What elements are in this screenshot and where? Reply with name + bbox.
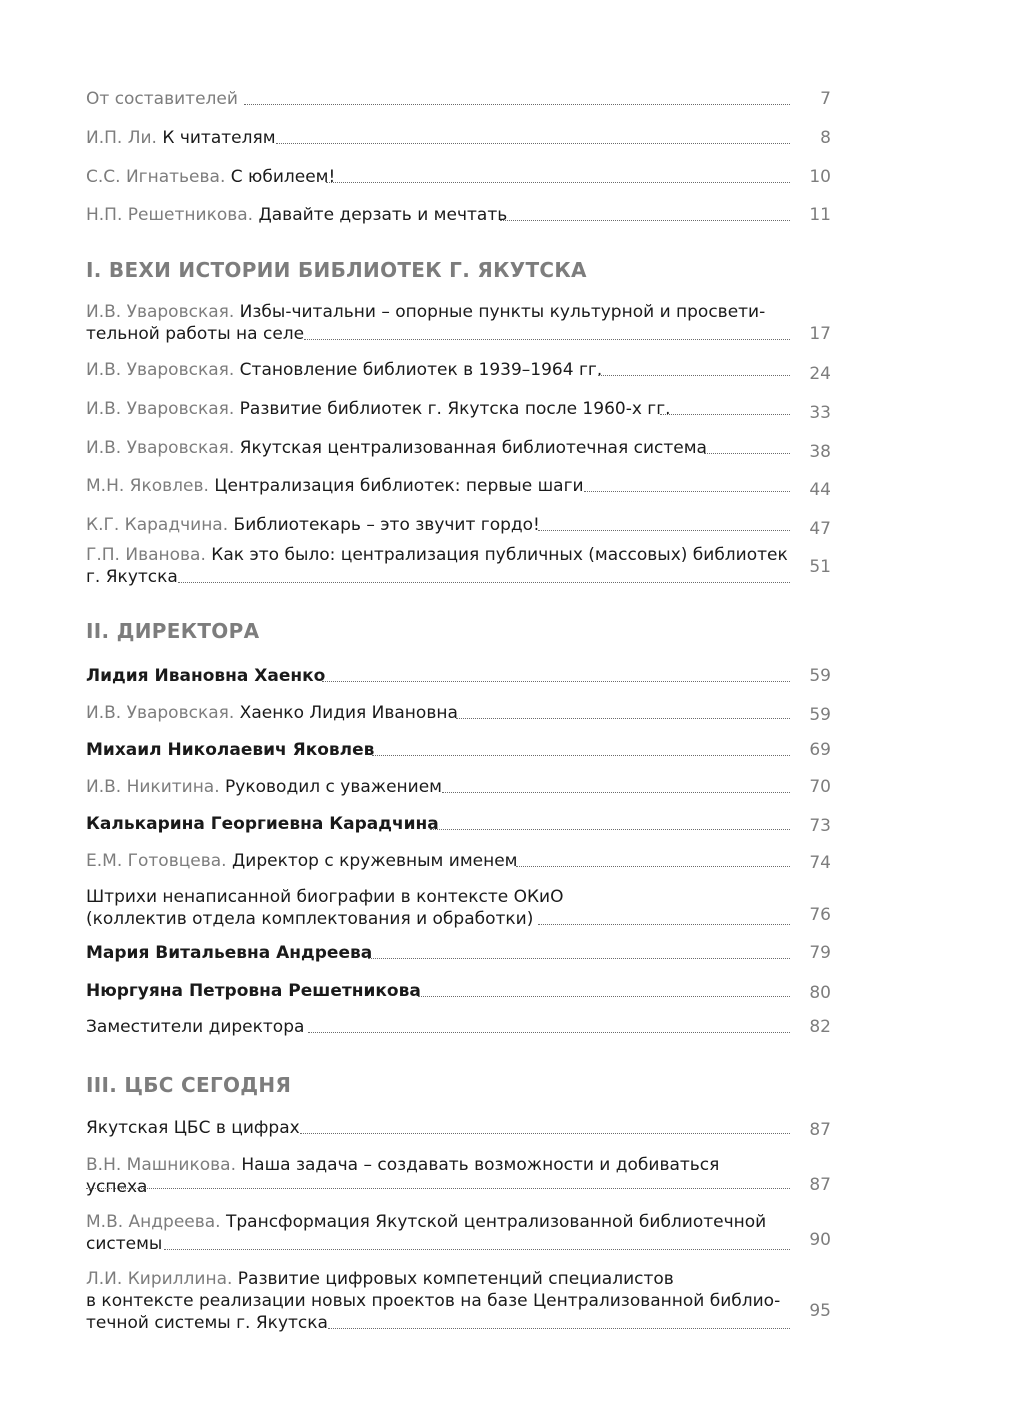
toc-entry — [86, 1211, 831, 1255]
entry-title: Якутская ЦБС в цифрах — [86, 1118, 300, 1138]
page-number: 70 — [809, 777, 831, 797]
page-number: 51 — [809, 557, 831, 577]
entry-title: С юбилеем! — [230, 167, 336, 187]
page-number: 24 — [809, 364, 831, 384]
leader-dots — [368, 958, 790, 959]
page-number: 7 — [820, 89, 831, 109]
toc-entry — [86, 544, 831, 588]
page-number: 95 — [809, 1301, 831, 1321]
leader-dots — [660, 414, 790, 415]
leader-dots — [328, 1328, 790, 1329]
toc-entry — [86, 1117, 831, 1139]
leader-dots — [304, 339, 790, 340]
leader-dots — [86, 1188, 790, 1189]
leader-dots — [276, 143, 790, 144]
entry-title: Развитие библиотек г. Якутска после 1960-х гг. — [239, 399, 671, 419]
entry-title-continuation: в контексте реализации новых проектов на базе Централизованной библио- — [86, 1291, 781, 1311]
page-number: 87 — [809, 1175, 831, 1195]
page-number: 59 — [809, 705, 831, 725]
entry-author: Н.П. Решетникова. — [86, 205, 254, 225]
entry-author: М.В. Андреева. — [86, 1212, 221, 1232]
leader-dots — [164, 1249, 790, 1250]
page-number: 17 — [809, 324, 831, 344]
leader-dots — [418, 996, 790, 997]
entry-author: С.С. Игнатьева. — [86, 167, 226, 187]
toc-entry — [86, 980, 831, 1002]
leader-dots — [704, 453, 790, 454]
entry-title: К читателям — [162, 128, 276, 148]
entry-author: И.В. Уваровская. — [86, 703, 235, 723]
entry-title: Как это было: централизация публичных (массовых) библиотек — [211, 545, 788, 565]
entry-author: М.Н. Яковлев. — [86, 476, 209, 496]
page-number: 69 — [809, 740, 831, 760]
entry-title: От составителей — [86, 89, 238, 109]
toc-entry — [86, 475, 831, 500]
entry-author: И.В. Никитина. — [86, 777, 220, 797]
entry-author: И.П. Ли. — [86, 128, 157, 148]
entry-author: И.В. Уваровская. — [86, 438, 235, 458]
toc-entry — [86, 437, 831, 462]
leader-dots — [300, 1133, 790, 1134]
entry-title-continuation: г. Якутска — [86, 567, 178, 587]
entry-title: Заместители директора — [86, 1017, 305, 1037]
entry-title-continuation: тельной работы на селе — [86, 324, 305, 344]
page-number: 8 — [820, 128, 831, 148]
section-heading: I. ВЕХИ ИСТОРИИ БИБЛИОТЕК Г. ЯКУТСКА — [86, 258, 587, 282]
entry-author: И.В. Уваровская. — [86, 399, 235, 419]
section-heading: II. ДИРЕКТОРА — [86, 619, 260, 643]
page-number: 74 — [809, 853, 831, 873]
toc-entry — [86, 359, 831, 384]
leader-dots — [456, 718, 790, 719]
toc-entry — [86, 301, 831, 345]
entry-title: Избы-читальни – опорные пункты культурной и просвети- — [239, 302, 766, 322]
page-number: 82 — [809, 1017, 831, 1037]
entry-author: Е.М. Готовцева. — [86, 851, 227, 871]
leader-dots — [178, 582, 790, 583]
entry-title-continuation: течной системы г. Якутска — [86, 1313, 328, 1333]
leader-dots — [538, 924, 790, 925]
leader-dots — [326, 182, 790, 183]
page-number: 79 — [809, 943, 831, 963]
toc-entry — [86, 886, 831, 930]
leader-dots — [308, 1032, 790, 1033]
entry-title: Якутская централизованная библиотечная система — [239, 438, 707, 458]
entry-title: Лидия Ивановна Хаенко — [86, 666, 326, 686]
toc-entry — [86, 776, 831, 798]
entry-author: Г.П. Иванова. — [86, 545, 206, 565]
toc-entry — [86, 942, 831, 964]
leader-dots — [538, 530, 790, 531]
toc-entry — [86, 514, 831, 539]
entry-author: К.Г. Карадчина. — [86, 515, 229, 535]
toc-entry — [86, 88, 831, 110]
entry-title: Библиотекарь – это звучит гордо! — [233, 515, 540, 535]
page-number: 33 — [809, 403, 831, 423]
toc-entry — [86, 1154, 831, 1198]
toc-entry — [86, 127, 831, 149]
leader-dots — [598, 375, 790, 376]
entry-title-continuation: (коллектив отдела комплектования и обработки) — [86, 909, 534, 929]
page-number: 11 — [809, 205, 831, 225]
leader-dots — [244, 104, 790, 105]
page-number: 10 — [809, 167, 831, 187]
page-number: 59 — [809, 666, 831, 686]
page-number: 73 — [809, 816, 831, 836]
entry-title: Хаенко Лидия Ивановна — [239, 703, 458, 723]
toc-entry — [86, 665, 831, 687]
toc-entry — [86, 398, 831, 423]
page-number: 38 — [809, 442, 831, 462]
leader-dots — [500, 220, 790, 221]
entry-title: Директор с кружевным именем — [232, 851, 518, 871]
entry-title: Становление библиотек в 1939–1964 гг. — [239, 360, 603, 380]
toc-entry — [86, 739, 831, 761]
entry-author: И.В. Уваровская. — [86, 360, 235, 380]
entry-author: И.В. Уваровская. — [86, 302, 235, 322]
toc-entry — [86, 204, 831, 226]
toc-entry — [86, 166, 831, 188]
leader-dots — [516, 866, 790, 867]
entry-title: Штрихи ненаписанной биографии в контексте ОКиО — [86, 887, 564, 907]
toc-entry — [86, 702, 831, 724]
entry-title: Нюргуяна Петровна Решетникова — [86, 981, 421, 1001]
page-number: 44 — [809, 480, 831, 500]
entry-title: Руководил с уважением — [225, 777, 442, 797]
leader-dots — [322, 681, 790, 682]
section-heading: III. ЦБС СЕГОДНЯ — [86, 1073, 292, 1097]
leader-dots — [430, 829, 790, 830]
leader-dots — [372, 755, 790, 756]
toc-entry — [86, 1268, 831, 1334]
entry-title: Михаил Николаевич Яковлев — [86, 740, 375, 760]
leader-dots — [584, 491, 790, 492]
page-number: 80 — [809, 983, 831, 1003]
entry-title: Наша задача – создавать возможности и добиваться успеха — [86, 1155, 720, 1197]
entry-title-continuation: системы — [86, 1234, 163, 1254]
entry-author: Л.И. Кириллина. — [86, 1269, 233, 1289]
entry-title: Развитие цифровых компетенций специалистов — [237, 1269, 674, 1289]
entry-title: Трансформация Якутской централизованной библиотечной — [226, 1212, 767, 1232]
toc-entry — [86, 813, 831, 835]
toc-entry — [86, 1016, 831, 1038]
page-number: 47 — [809, 519, 831, 539]
page-number: 76 — [809, 905, 831, 925]
page-number: 87 — [809, 1120, 831, 1140]
entry-title: Мария Витальевна Андреева — [86, 943, 373, 963]
leader-dots — [442, 792, 790, 793]
entry-author: В.Н. Машникова. — [86, 1155, 236, 1175]
page-number: 90 — [809, 1230, 831, 1250]
entry-title: Калькарина Георгиевна Карадчина — [86, 814, 439, 834]
toc-entry — [86, 850, 831, 872]
entry-title: Централизация библиотек: первые шаги — [214, 476, 584, 496]
entry-title: Давайте дерзать и мечтать — [258, 205, 508, 225]
